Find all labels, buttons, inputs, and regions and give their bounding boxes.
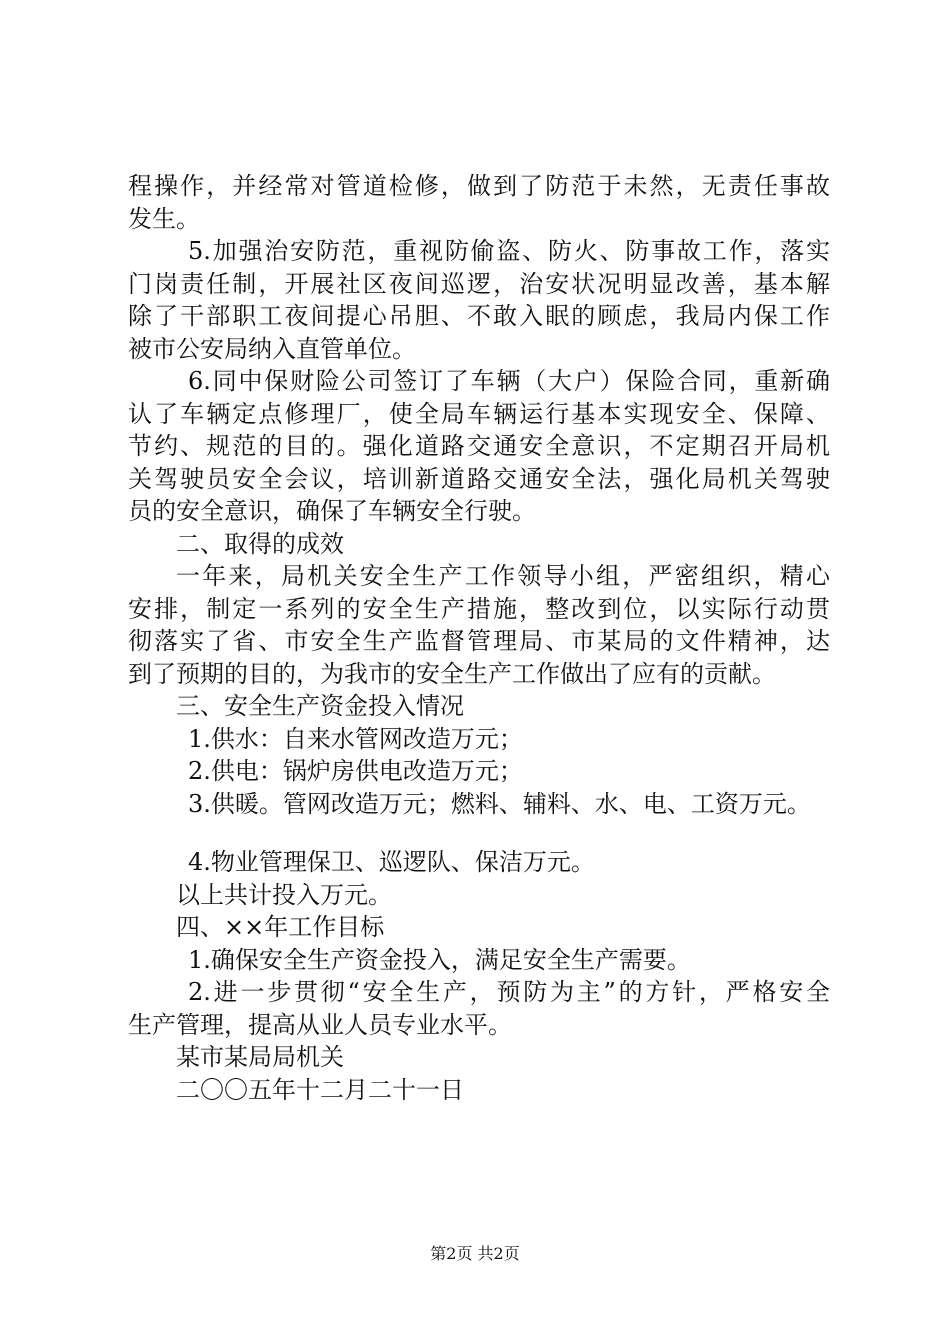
paragraph-line: 一年来，局机关安全生产工作领导小组，严密组织，精心 — [176, 562, 830, 590]
signature-date: 二〇〇五年十二月二十一日 — [176, 1075, 464, 1104]
signature-org: 某市某局局机关 — [176, 1043, 344, 1071]
list-item-5: 5.加强治安防范，重视防偷盗、防火、防事故工作，落实 — [188, 237, 830, 265]
paragraph-line: 被市公安局纳入直管单位。 — [128, 334, 416, 363]
list-item: 2.进一步贯彻“安全生产，预防为主”的方针，严格安全 — [188, 978, 830, 1006]
list-item: 3.供暖。管网改造万元；燃料、辅料、水、电、工资万元。 — [188, 789, 811, 818]
paragraph-line: 程操作，并经常对管道检修，做到了防范于未然，无责任事故 — [128, 172, 830, 200]
paragraph-line: 生产管理，提高从业人员专业水平。 — [128, 1010, 512, 1039]
section-heading: 三、安全生产资金投入情况 — [176, 692, 464, 720]
paragraph-line: 以上共计投入万元。 — [176, 880, 392, 909]
paragraph-line: 发生。 — [128, 204, 200, 233]
section-heading: 四、××年工作目标 — [176, 913, 385, 941]
paragraph-line: 门岗责任制，开展社区夜间巡逻，治安状况明显改善，基本解 — [128, 269, 830, 298]
document-body — [128, 170, 848, 1106]
section-heading: 二、取得的成效 — [176, 529, 344, 558]
list-item: 1.确保安全生产资金投入，满足安全生产需要。 — [188, 945, 691, 974]
paragraph-line: 关驾驶员安全会议，培训新道路交通安全法，强化局机关驾驶 — [128, 464, 830, 493]
paragraph-line: 节约、规范的目的。强化道路交通安全意识，不定期召开局机 — [128, 432, 830, 460]
list-item: 4.物业管理保卫、巡逻队、保洁万元。 — [188, 848, 595, 876]
page-number: 第2页 共2页 — [430, 1244, 520, 1263]
paragraph-line: 安排，制定一系列的安全生产措施，整改到位，以实际行动贯 — [128, 594, 830, 623]
paragraph-line: 除了干部职工夜间提心吊胆、不敢入眠的顾虑，我局内保工作 — [128, 302, 830, 330]
paragraph-line: 到了预期的目的，为我市的安全生产工作做出了应有的贡献。 — [128, 659, 776, 688]
list-item: 2.供电：锅炉房供电改造万元； — [188, 757, 523, 785]
paragraph-line: 认了车辆定点修理厂，使全局车辆运行基本实现安全、保障、 — [128, 399, 830, 428]
paragraph-line: 员的安全意识，确保了车辆安全行驶。 — [128, 497, 536, 525]
list-item: 1.供水：自来水管网改造万元； — [188, 724, 523, 753]
list-item-6: 6.同中保财险公司签订了车辆（大户）保险合同，重新确 — [188, 367, 830, 395]
paragraph-line: 彻落实了省、市安全生产监督管理局、市某局的文件精神，达 — [128, 627, 830, 655]
